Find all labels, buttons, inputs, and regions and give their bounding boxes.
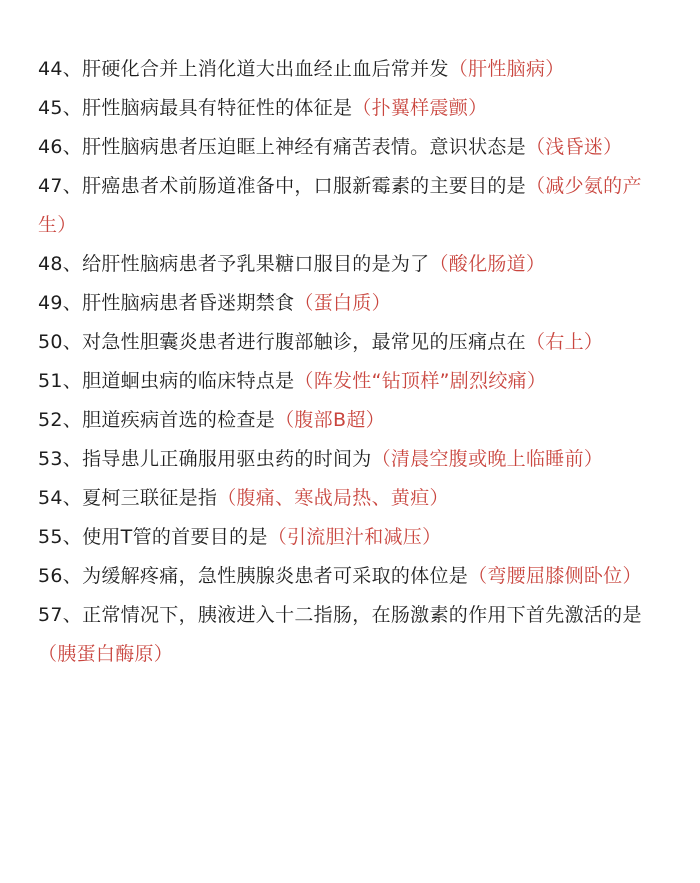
qa-item-46 xyxy=(38,128,664,167)
qa-item-56 xyxy=(38,557,664,596)
answer-text: （弯腰屈膝侧卧位） xyxy=(468,565,642,587)
question-text: 47、肝癌患者术前肠道准备中，口服新霉素的主要目的是 xyxy=(38,175,526,197)
answer-text: （清晨空腹或晚上临睡前） xyxy=(371,448,604,470)
qa-item-51 xyxy=(38,362,664,401)
question-text: 46、肝性脑病患者压迫眶上神经有痛苦表情。意识状态是 xyxy=(38,136,526,158)
question-text: 49、肝性脑病患者昏迷期禁食 xyxy=(38,292,295,314)
qa-item-45 xyxy=(38,89,664,128)
answer-text: （肝性脑病） xyxy=(448,58,565,80)
qa-item-54 xyxy=(38,479,664,518)
qa-item-57 xyxy=(38,596,664,674)
qa-item-55 xyxy=(38,518,664,557)
question-text: 44、肝硬化合并上消化道大出血经止血后常并发 xyxy=(38,58,449,80)
question-text: 54、夏柯三联征是指 xyxy=(38,487,218,509)
question-text: 56、为缓解疼痛，急性胰腺炎患者可采取的体位是 xyxy=(38,565,469,587)
question-text: 48、给肝性脑病患者予乳果糖口服目的是为了 xyxy=(38,253,430,275)
answer-text: （右上） xyxy=(525,331,604,353)
question-text: 57、正常情况下，胰液进入十二指肠，在肠激素的作用下首先激活的是 xyxy=(38,604,642,626)
answer-text: （酸化肠道） xyxy=(429,253,546,275)
answer-text: （腹部B超） xyxy=(275,409,385,431)
qa-item-47 xyxy=(38,167,664,245)
answer-text: （胰蛋白酶原） xyxy=(38,643,174,665)
question-text: 50、对急性胆囊炎患者进行腹部触诊，最常见的压痛点在 xyxy=(38,331,526,353)
question-text: 53、指导患儿正确服用驱虫药的时间为 xyxy=(38,448,372,470)
qa-item-52 xyxy=(38,401,664,440)
answer-text: （扑翼样震颤） xyxy=(352,97,488,119)
qa-item-53 xyxy=(38,440,664,479)
qa-item-49 xyxy=(38,284,664,323)
question-text: 52、胆道疾病首选的检查是 xyxy=(38,409,276,431)
qa-item-48 xyxy=(38,245,664,284)
question-text: 45、肝性脑病最具有特征性的体征是 xyxy=(38,97,353,119)
answer-text: （蛋白质） xyxy=(294,292,391,314)
answer-text: （减少氨的产生） xyxy=(38,175,642,236)
qa-item-50 xyxy=(38,323,664,362)
question-text: 51、胆道蛔虫病的临床特点是 xyxy=(38,370,295,392)
answer-text: （腹痛、寒战局热、黄疸） xyxy=(217,487,449,509)
question-text: 55、使用T管的首要目的是 xyxy=(38,526,268,548)
answer-text: （引流胆汁和减压） xyxy=(267,526,442,548)
answer-text: （阵发性“钻顶样”剧烈绞痛） xyxy=(294,370,547,392)
answer-text: （浅昏迷） xyxy=(525,136,623,158)
qa-item-44 xyxy=(38,50,664,89)
